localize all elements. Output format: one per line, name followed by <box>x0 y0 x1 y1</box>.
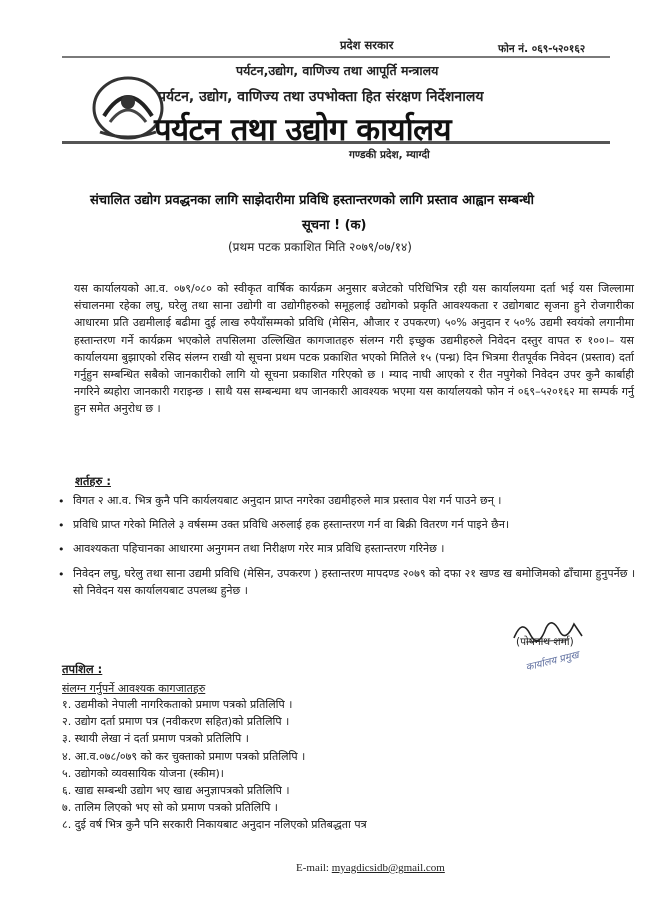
list-item: ८. दुई वर्ष भित्र कुनै पनि सरकारी निकायबाट अनुदान नलिएको प्रतिबद्धता पत्र <box>62 818 367 832</box>
condition-item: • आवश्यकता पहिचानका आधारमा अनुगमन तथा निरीक्षण गरेर मात्र प्रविधि हस्तान्तरण गरिनेछ । <box>58 540 648 557</box>
letterhead-ministry: पर्यटन,उद्योग, वाणिज्य तथा आपूर्ति मन्त्रालय <box>236 63 439 78</box>
list-item: ३. स्थायी लेखा नं दर्ता प्रमाण पत्रको प्रतिलिपि । <box>62 732 249 746</box>
email-link[interactable]: myagdicsidb@gmail.com <box>331 862 445 874</box>
list-item: ४. आ.व.०७८/०७९ को कर चुक्ताको प्रमाण पत्रको प्रतिलिपि । <box>62 749 306 763</box>
attachments-list <box>62 696 367 834</box>
notice-title: संचालित उद्योग प्रवद्धनका लागि साझेदारीमा प्रविधि हस्तान्तरणको लागि प्रस्ताव आह्वान सम्बन्धी <box>90 193 535 208</box>
letterhead-location: गण्डकी प्रदेश, म्याग्दी <box>349 149 430 161</box>
email-label: E-mail: <box>296 862 329 874</box>
office-chief-stamp: कार्यालय प्रमुख <box>524 649 581 674</box>
letterhead-top-rule <box>62 56 610 58</box>
bullet-icon: • <box>58 495 65 508</box>
condition-item: • प्रविधि प्राप्त गरेको मितिले ३ वर्षसम्म उक्त प्रविधि अरुलाई हक हस्तान्तरण गर्न वा बिक्री वितरण गर्न पाइने छैन। <box>58 516 648 533</box>
office-phone: फोन नं. ०६९-५२०१६२ <box>498 43 586 55</box>
bullet-icon: • <box>58 567 65 581</box>
condition-item: • विगत २ आ.व. भित्र कुनै पनि कार्यलयबाट अनुदान प्राप्त नगरेका उद्यमीहरुले मात्र प्रस्ताव पेश गर्न पाउने छन् । <box>58 492 648 509</box>
conditions-list <box>58 492 648 606</box>
list-item: ६. खाद्य सम्बन्धी उद्योग भए खाद्य अनुज्ञापत्रको प्रतिलिपि । <box>62 784 290 798</box>
footer-email <box>296 862 445 874</box>
letterhead-directorate: पर्यटन, उद्योग, वाणिज्य तथा उपभोक्ता हित संरक्षण निर्देशनालय <box>158 89 484 105</box>
signatory-name: (पोषनाथ शर्मा) <box>516 636 574 648</box>
notice-body: यस कार्यालयको आ.व. ०७९/०८० को स्वीकृत वार्षिक कार्यक्रम अनुसार बजेटको परिधिभित्र रही यस कार्यालयमा दर्ता भई यस जिल्लामा संचालनमा रहेका लघु, घरेलु तथा साना उद्योगी वा उद्योगीहरुको समूहलाई उद्योगको प्रकृति आवश्यकता र उद्योगबाट सृजना हुने रोजगारीका आधारमा प्रति उद्यमीलाई बढीमा दुई लाख रुपैयाँसम्मको प्रविधि (मेसिन, औजार र उपकरण) ५०% अनुदान र ५०% उद्यमी स्वयंको लगानीमा हस्तान्तरण गर्ने कार्यक्रम भएकोले तपसिलमा उल्लिखित कागजातहरु संलग्न गरी इच्छुक उद्यमीहरुले निवेदन दस्तुर वापत रु १००।– यस कार्यालयमा बुझाएको रसिद संलग्न राखी यो सूचना प्रथम पटक प्रकाशित भएको मितिले १५ (पन्ध्र) दिन भित्रमा रीतपूर्वक निवेदन (प्रस्ताव) दर्ता गर्नुहुन सम्बन्धित सबैको जानकारीको लागि यो सूचना प्रकाशित गरिएको छ । म्याद नाघी आएको र रीत नपुगेको निवेदन उपर कुनै कार्बाही नगरिने ब्यहोरा जानकारी गराइन्छ । साथै यस सम्बन्धमा थप जानकारी आवश्यक भएमा यस कार्यालयको फोन नं ०६९–५२०१६२ मा सम्पर्क गर्नु हुन समेत अनुरोध छ । <box>74 282 634 416</box>
letterhead-government: प्रदेश सरकार <box>340 38 394 52</box>
attachments-heading: तपशिल : <box>62 662 103 676</box>
conditions-heading: शर्तहरु : <box>75 474 111 488</box>
bullet-icon: • <box>58 519 65 533</box>
list-item: २. उद्योग दर्ता प्रमाण पत्र (नवीकरण सहित)को प्रतिलिपि । <box>62 715 290 729</box>
notice-title-subline: सूचना ! (क) <box>302 218 367 233</box>
list-item: ७. तालिम लिएको भए सो को प्रमाण पत्रको प्रतिलिपि । <box>62 801 278 815</box>
list-item: ५. उद्योगको व्यवसायिक योजना (स्कीम)। <box>62 766 224 780</box>
attachments-subheading: संलग्न गर्नुपर्ने आवश्यक कागजातहरु <box>62 682 206 695</box>
condition-item: • निवेदन लघु, घरेलु तथा साना उद्यमी प्रविधि (मेसिन, उपकरण ) हस्तान्तरण मापदण्ड २०७९ को दफा २१ खण्ड ख बमोजिमको ढाँचामा हुनुपर्नेछ । सो निवेदन यस कार्यालयबाट उपलब्ध हुनेछ । <box>58 566 636 597</box>
publication-date: (प्रथम पटक प्रकाशित मिति २०७९/०७/१४) <box>228 240 412 254</box>
bullet-icon: • <box>58 543 65 557</box>
letterhead-office-name: पर्यटन तथा उद्योग कार्यालय <box>154 112 452 148</box>
list-item: १. उद्यमीको नेपाली नागरिकताको प्रमाण पत्रको प्रतिलिपि । <box>62 698 293 711</box>
